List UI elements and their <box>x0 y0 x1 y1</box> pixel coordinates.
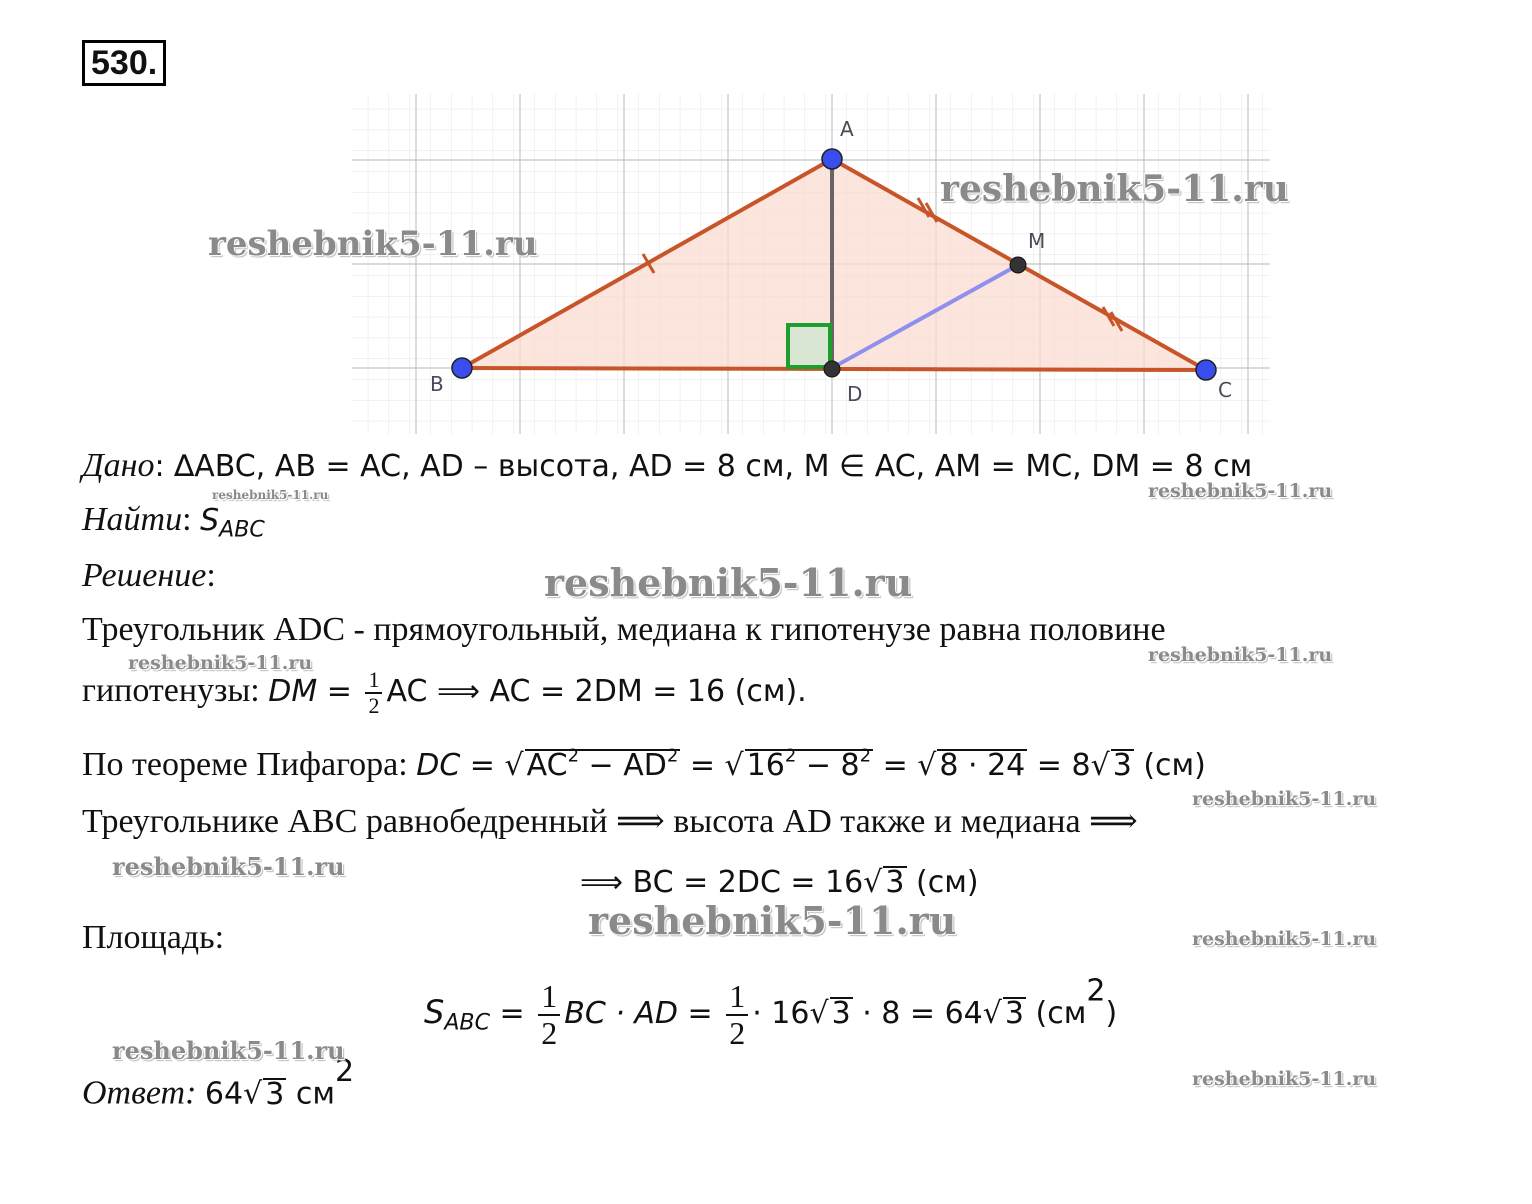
point-b <box>452 358 472 378</box>
watermark: reshebnik5-11.ru <box>1192 788 1377 810</box>
watermark: reshebnik5-11.ru <box>128 652 313 674</box>
given-text: : ∆ABC, AB = AC, AD – высота, AD = 8 см, M ∈ AC, AM = MC, DM = 8 см <box>154 449 1253 484</box>
solution-line-2: гипотенузы: DM = $\frac{1}{2}$ AC ⟹ AC = 2DM = 16 (см). <box>82 667 807 719</box>
find-line: Найти: $S_{ABC}$ <box>82 501 265 543</box>
fraction-half-3: $\frac{1}{2}$ <box>726 979 748 1051</box>
watermark: reshebnik5-11.ru <box>588 898 957 943</box>
point-m <box>1010 257 1026 273</box>
watermark: reshebnik5-11.ru <box>112 1036 345 1065</box>
find-sub: ABC <box>219 516 265 543</box>
point-a <box>822 149 842 169</box>
right-angle-mark <box>788 325 830 367</box>
find-label: Найти <box>82 501 183 538</box>
watermark: reshebnik5-11.ru <box>1192 1068 1377 1090</box>
sqrt-4: 3 <box>1112 748 1132 783</box>
label-d: D <box>847 382 863 406</box>
point-c <box>1196 360 1216 380</box>
given-label: Дано <box>82 447 155 484</box>
solution-line-3: По теореме Пифагора: DC = √ $AC^2 - AD^2$ = √ $16^2 - 8^2$ = √ 8 · 24 = 8√ 3 (см) <box>82 745 1206 783</box>
watermark: reshebnik5-11.ru <box>1192 928 1377 950</box>
area-formula: $S_{ABC}$ = $\frac{1}{2}$ BC · AD = $\frac{1}{2}$ · 16√ 3 · 8 = 64√ 3 $(см^2)$ <box>424 973 1118 1052</box>
label-m: M <box>1028 229 1046 253</box>
problem-number: 530. <box>82 40 166 86</box>
find-s: S <box>200 503 220 538</box>
solution-label: Решение <box>82 557 207 594</box>
solution-label-line: Решение: <box>82 557 216 594</box>
answer-line: Ответ: 64√ 3 $см^2$ <box>82 1054 355 1112</box>
given-line <box>82 446 1252 487</box>
label-a: A <box>840 117 854 141</box>
sqrt-5: 3 <box>885 865 905 900</box>
solution-line-1: Треугольник ADC - прямоугольный, медиана к гипотенузе равна половине <box>82 611 1166 648</box>
answer-label: Ответ: <box>82 1074 197 1112</box>
watermark: reshebnik5-11.ru <box>940 168 1289 210</box>
point-d <box>824 361 840 377</box>
watermark: reshebnik5-11.ru <box>544 560 913 605</box>
area-label: Площадь: <box>82 919 225 956</box>
watermark: reshebnik5-11.ru <box>208 224 538 264</box>
watermark: reshebnik5-11.ru <box>1148 480 1333 502</box>
watermark: reshebnik5-11.ru <box>1148 644 1333 666</box>
solution-line-4: Треугольнике ABC равнобедренный ⟹ высота AD также и медиана ⟹ <box>82 803 1138 840</box>
sqrt-6: 3 <box>831 996 851 1031</box>
sqrt-3: 8 · 24 <box>939 748 1026 783</box>
label-b: B <box>430 372 444 396</box>
sqrt-8: 3 <box>265 1076 285 1112</box>
sqrt-1: $AC^2 - AD^2$ <box>526 745 679 783</box>
triangle-figure <box>352 94 1270 434</box>
fraction-half: $\frac{1}{2}$ <box>365 668 382 718</box>
sqrt-7: 3 <box>1004 996 1024 1031</box>
solution-line-5: ⟹ BC = 2DC = 16√ 3 (см) <box>580 865 979 900</box>
label-c: C <box>1218 378 1232 402</box>
sqrt-2: $16^2 - 8^2$ <box>746 745 872 783</box>
watermark: reshebnik5-11.ru <box>112 852 345 881</box>
watermark: reshebnik5-11.ru <box>212 488 329 502</box>
fraction-half-2: $\frac{1}{2}$ <box>538 979 560 1051</box>
